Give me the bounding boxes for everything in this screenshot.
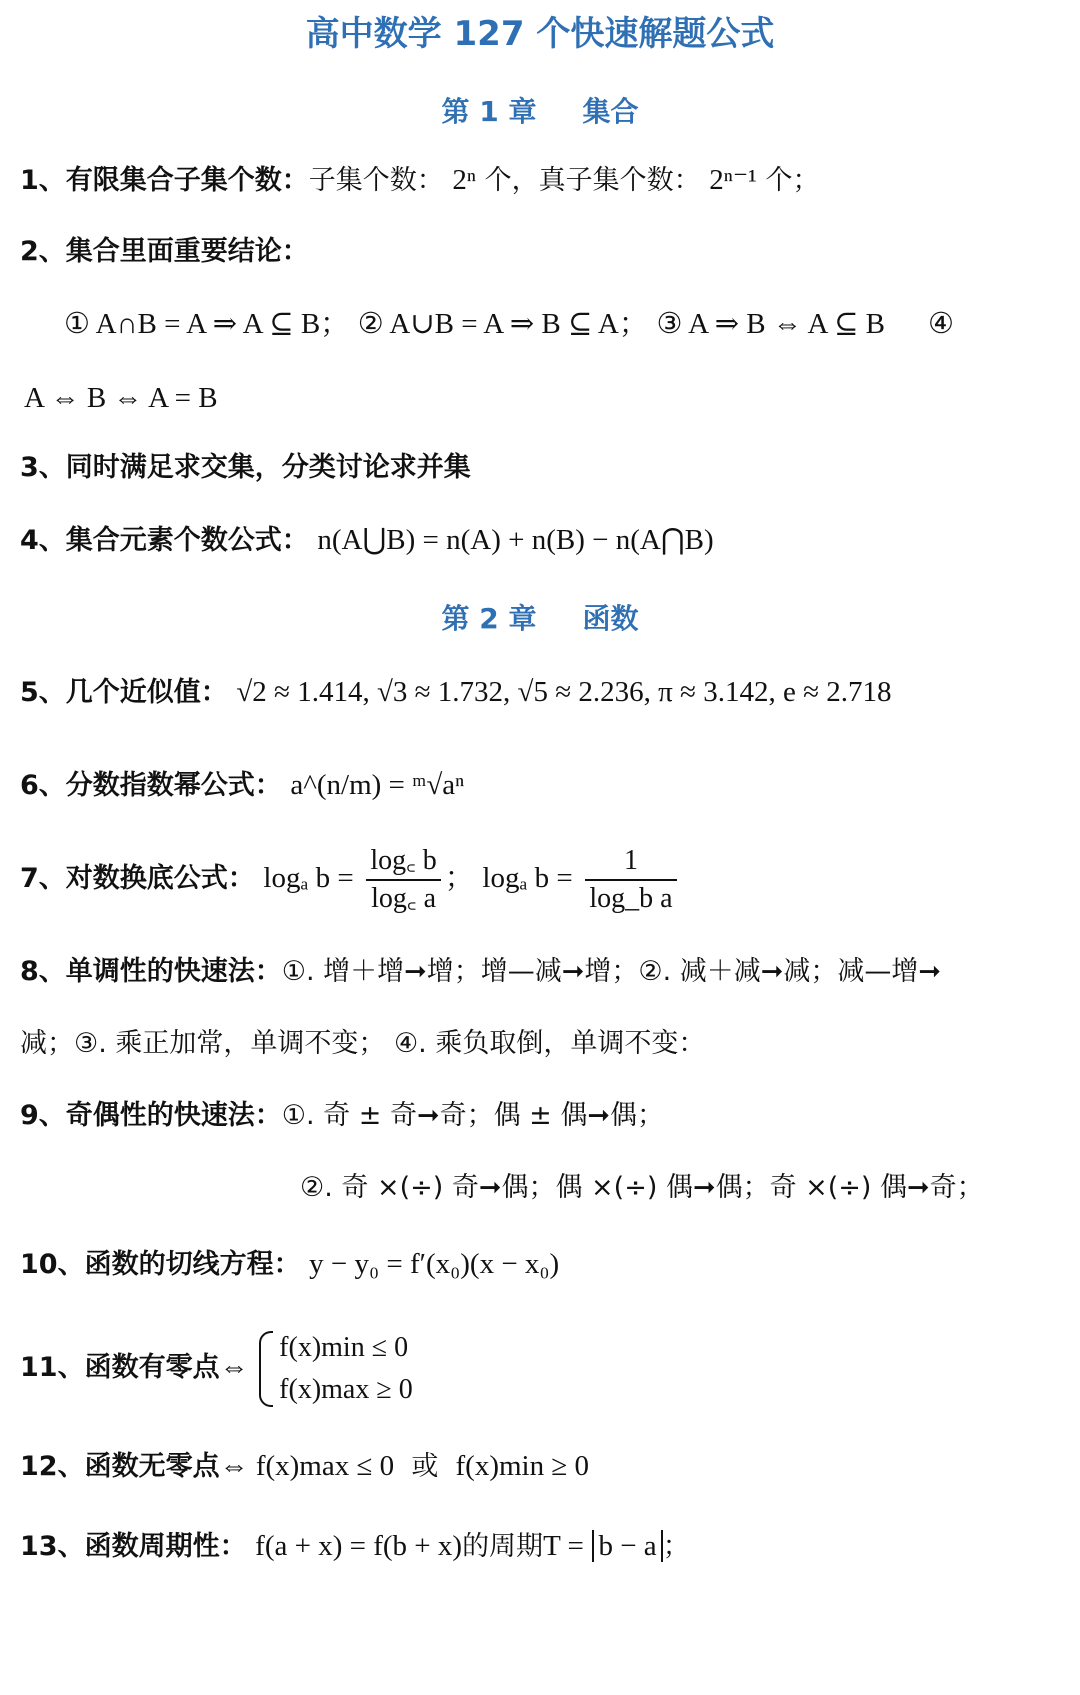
item-2-formula-3: ③ A ⇒ B ⇔ A ⊆ B <box>656 308 886 340</box>
item-8-label: 单调性的快速法： <box>65 956 282 987</box>
item-12-number: 12、 <box>20 1451 85 1482</box>
item-5-formula: √2 ≈ 1.414, √3 ≈ 1.732, √5 ≈ 2.236, π ≈ 3.142, e ≈ 2.718 <box>236 676 892 708</box>
item-13-formula-2: T = <box>543 1530 584 1562</box>
item-11-row-1: f(x)min ≤ 0 <box>279 1331 409 1363</box>
item-10-number: 10、 <box>20 1249 85 1280</box>
item-2-formula-1: ① A∩B = A ⇒ A ⊆ B； <box>64 308 350 340</box>
item-8-text-2: 减；③. 乘正加常，单调不变； ④. 乘负取倒，单调不变： <box>20 1028 706 1059</box>
item-4-number: 4、 <box>20 525 66 556</box>
item-9-text-2: ②. 奇 ×(÷) 奇➞偶；偶 ×(÷) 偶➞偶；奇 ×(÷) 偶➞奇； <box>300 1172 984 1203</box>
chapter-1-number: 第 1 章 <box>441 95 537 128</box>
item-3 <box>20 448 471 488</box>
item-4 <box>20 520 714 561</box>
item-6-formula: a^(n/m) = ᵐ√aⁿ <box>290 769 465 801</box>
item-10-formula: y − y₀ = f′(x₀)(x − x₀) <box>309 1248 560 1280</box>
item-9 <box>20 1096 664 1136</box>
item-1-formula-2: 2ⁿ⁻¹ <box>709 164 757 196</box>
item-9-number: 9、 <box>20 1100 66 1131</box>
item-13-label: 函数周期性： <box>84 1531 247 1562</box>
item-2-formulas <box>64 304 885 345</box>
item-12-label: 函数无零点 <box>84 1451 220 1482</box>
item-9-label: 奇偶性的快速法： <box>65 1100 282 1131</box>
page-title: 高中数学 127 个快速解题公式 <box>305 14 775 54</box>
chapter-2-number: 第 2 章 <box>441 602 537 635</box>
item-13 <box>20 1526 690 1567</box>
item-11-number: 11、 <box>20 1352 85 1383</box>
item-12-or: 或 <box>411 1451 439 1482</box>
item-2-label: 集合里面重要结论： <box>65 236 309 267</box>
item-3-number: 3、 <box>20 452 66 483</box>
item-5 <box>20 672 891 713</box>
item-4-formula: n(A⋃B) = n(A) + n(B) − n(A⋂B) <box>317 524 714 556</box>
item-2-formula-4: A ⇔ B ⇔ A = B <box>24 382 218 414</box>
chapter-1-heading <box>0 90 1080 130</box>
item-1-number: 1、 <box>20 165 66 196</box>
item-13-number: 13、 <box>20 1531 85 1562</box>
item-3-label: 同时满足求交集，分类讨论求并集 <box>65 452 471 483</box>
item-4-label: 集合元素个数公式： <box>65 525 309 556</box>
chapter-2-name: 函数 <box>582 602 639 635</box>
item-6 <box>20 765 464 806</box>
item-10-label: 函数的切线方程： <box>84 1249 301 1280</box>
item-10 <box>20 1244 559 1285</box>
item-7-label: 对数换底公式： <box>65 863 255 894</box>
item-2-formula-2: ② A∪B = A ⇒ B ⊆ A； <box>357 308 648 340</box>
item-8-number: 8、 <box>20 956 66 987</box>
chapter-1-name: 集合 <box>582 95 639 128</box>
item-2 <box>20 232 309 272</box>
item-11-system <box>257 1327 413 1411</box>
chapter-2-heading <box>0 597 1080 637</box>
item-7-number: 7、 <box>20 863 66 894</box>
item-6-label: 分数指数幂公式： <box>65 770 282 801</box>
item-8-continued <box>20 1024 705 1064</box>
item-13-formula-1: f(a + x) = f(b + x) <box>255 1530 463 1562</box>
item-7-lhs-2: logₐ b = <box>482 862 573 894</box>
item-1-text-3: 个； <box>765 165 820 196</box>
item-1-formula-1: 2ⁿ <box>452 164 477 196</box>
item-1-text-1: 子集个数： <box>308 165 444 196</box>
item-13-abs-value: b − a <box>592 1530 662 1562</box>
item-12 <box>20 1446 589 1487</box>
item-1-text-2: 个，真子集个数： <box>484 165 701 196</box>
item-13-text-1: 的周期 <box>462 1531 544 1562</box>
item-7-fraction-2: $\frac{1}{\text{log\_b a}}$ <box>585 843 676 917</box>
item-7-fraction-1: $\frac{\log꜀ b}{\log꜀ a}$ <box>366 843 440 917</box>
item-8 <box>20 952 941 992</box>
item-12-formula-2: f(x)min ≥ 0 <box>455 1450 590 1482</box>
item-11-row-2: f(x)max ≥ 0 <box>279 1373 413 1405</box>
item-7: 7、对数换底公式： logₐ b = $\frac{\log꜀ b}{\log꜀ a}$ ； logₐ b = $\frac{1}{\text{log\_b a}}$ <box>20 840 681 917</box>
item-1-label: 有限集合子集个数： <box>65 165 309 196</box>
item-9-text-1: ①. 奇 ± 奇➞奇；偶 ± 偶➞偶； <box>281 1100 664 1131</box>
item-11 <box>20 1322 413 1413</box>
item-5-number: 5、 <box>20 677 66 708</box>
item-2-number: 2、 <box>20 236 66 267</box>
item-11-label: 函数有零点 <box>84 1352 220 1383</box>
item-8-text-1: ①. 增＋增➞增；增—减➞增；②. 减＋减➞减；减—增➞ <box>281 956 942 987</box>
item-12-formula-1: ⇔ f(x)max ≤ 0 <box>219 1450 395 1482</box>
item-11-arrow: ⇔ <box>219 1351 249 1383</box>
item-6-number: 6、 <box>20 770 66 801</box>
item-13-text-2: ； <box>662 1531 690 1562</box>
item-9-continued <box>300 1168 984 1208</box>
item-2-formula-4-marker: ④ <box>928 308 954 340</box>
item-5-label: 几个近似值： <box>65 677 228 708</box>
item-7-lhs-1: logₐ b = <box>263 862 354 894</box>
item-1 <box>20 160 819 201</box>
